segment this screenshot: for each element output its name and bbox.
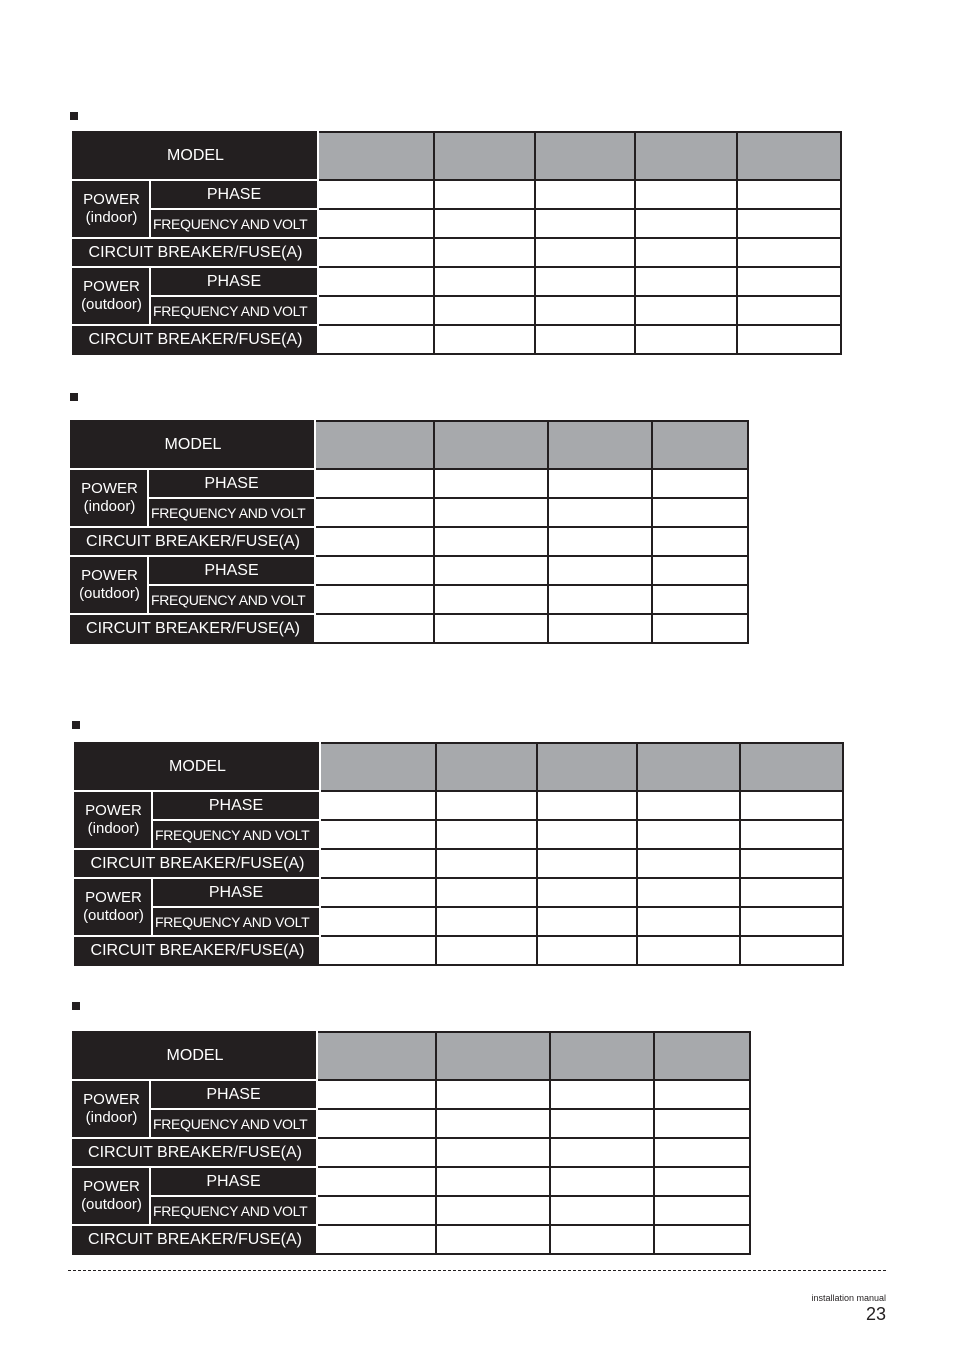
table-cell[interactable] <box>737 267 841 296</box>
table-cell[interactable] <box>434 296 535 325</box>
phase-label: PHASE <box>150 1080 317 1109</box>
table-cell[interactable] <box>317 1167 436 1196</box>
table-cell[interactable] <box>317 1138 436 1167</box>
freq-volt-label: FREQUENCY AND VOLT <box>148 585 315 614</box>
table-cell[interactable] <box>320 907 436 936</box>
table-cell[interactable] <box>637 907 740 936</box>
table-cell[interactable] <box>434 209 535 238</box>
circuit-breaker-label: CIRCUIT BREAKER/FUSE(A) <box>75 936 320 965</box>
table-cell[interactable] <box>320 820 436 849</box>
table-cell[interactable] <box>737 296 841 325</box>
table-cell[interactable] <box>436 1225 550 1254</box>
model-cell[interactable] <box>434 132 535 180</box>
table-cell[interactable] <box>537 791 637 820</box>
table-cell[interactable] <box>537 878 637 907</box>
circuit-breaker-label: CIRCUIT BREAKER/FUSE(A) <box>73 325 318 354</box>
phase-label: PHASE <box>150 267 318 296</box>
model-cell[interactable] <box>537 743 637 791</box>
section-bullet-4 <box>72 1002 80 1010</box>
table-cell[interactable] <box>318 209 434 238</box>
table-cell[interactable] <box>535 267 635 296</box>
table-cell[interactable] <box>436 820 537 849</box>
table-cell[interactable] <box>548 556 652 585</box>
circuit-breaker-label: CIRCUIT BREAKER/FUSE(A) <box>73 238 318 267</box>
table-cell[interactable] <box>737 238 841 267</box>
table-cell[interactable] <box>535 325 635 354</box>
table-cell[interactable] <box>635 267 737 296</box>
table-cell[interactable] <box>740 849 843 878</box>
power-outdoor-label: POWER (outdoor) <box>73 267 150 325</box>
table-cell[interactable] <box>740 936 843 965</box>
circuit-breaker-label: CIRCUIT BREAKER/FUSE(A) <box>73 1138 317 1167</box>
spec-table-3 <box>74 742 844 966</box>
circuit-breaker-label: CIRCUIT BREAKER/FUSE(A) <box>71 527 315 556</box>
freq-volt-label: FREQUENCY AND VOLT <box>152 907 320 936</box>
table-cell[interactable] <box>434 498 548 527</box>
phase-label: PHASE <box>150 180 318 209</box>
table-cell[interactable] <box>652 614 748 643</box>
table-cell[interactable] <box>434 325 535 354</box>
table-cell[interactable] <box>550 1109 654 1138</box>
table-cell[interactable] <box>635 180 737 209</box>
table-cell[interactable] <box>436 936 537 965</box>
table-cell[interactable] <box>654 1138 750 1167</box>
model-cell[interactable] <box>737 132 841 180</box>
table-cell[interactable] <box>315 527 434 556</box>
table-cell[interactable] <box>635 209 737 238</box>
table-cell[interactable] <box>320 791 436 820</box>
table-cell[interactable] <box>436 1196 550 1225</box>
table-cell[interactable] <box>550 1138 654 1167</box>
table-cell[interactable] <box>637 936 740 965</box>
table-cell[interactable] <box>434 614 548 643</box>
phase-label: PHASE <box>148 469 315 498</box>
table-cell[interactable] <box>637 820 740 849</box>
power-indoor-label: POWER (indoor) <box>73 180 150 238</box>
phase-label: PHASE <box>152 791 320 820</box>
phase-label: PHASE <box>148 556 315 585</box>
table-cell[interactable] <box>535 238 635 267</box>
model-cell[interactable] <box>637 743 740 791</box>
table-cell[interactable] <box>434 527 548 556</box>
table-cell[interactable] <box>740 907 843 936</box>
section-bullet-2 <box>70 393 78 401</box>
table-cell[interactable] <box>550 1196 654 1225</box>
table-cell[interactable] <box>436 878 537 907</box>
model-label: MODEL <box>71 421 315 469</box>
table-cell[interactable] <box>315 585 434 614</box>
table-cell[interactable] <box>652 556 748 585</box>
table-cell[interactable] <box>550 1080 654 1109</box>
table-cell[interactable] <box>317 1109 436 1138</box>
table-cell[interactable] <box>434 267 535 296</box>
page-number: 23 <box>865 1304 886 1324</box>
freq-volt-label: FREQUENCY AND VOLT <box>150 209 318 238</box>
table-cell[interactable] <box>654 1167 750 1196</box>
table-cell[interactable] <box>317 1080 436 1109</box>
table-cell[interactable] <box>548 469 652 498</box>
table-cell[interactable] <box>654 1109 750 1138</box>
table-cell[interactable] <box>548 527 652 556</box>
model-cell[interactable] <box>652 421 748 469</box>
phase-label: PHASE <box>152 878 320 907</box>
table-cell[interactable] <box>537 820 637 849</box>
footer-divider <box>68 1270 886 1271</box>
table-cell[interactable] <box>318 238 434 267</box>
table-cell[interactable] <box>317 1196 436 1225</box>
table-cell[interactable] <box>436 907 537 936</box>
spec-table-4 <box>72 1031 751 1255</box>
table-cell[interactable] <box>537 849 637 878</box>
table-cell[interactable] <box>654 1225 750 1254</box>
table-cell[interactable] <box>740 791 843 820</box>
table-cell[interactable] <box>635 238 737 267</box>
table-cell[interactable] <box>550 1167 654 1196</box>
table-cell[interactable] <box>436 1138 550 1167</box>
table-cell[interactable] <box>635 296 737 325</box>
circuit-breaker-label: CIRCUIT BREAKER/FUSE(A) <box>73 1225 317 1254</box>
model-cell[interactable] <box>320 743 436 791</box>
circuit-breaker-label: CIRCUIT BREAKER/FUSE(A) <box>71 614 315 643</box>
phase-label: PHASE <box>150 1167 317 1196</box>
table-cell[interactable] <box>315 498 434 527</box>
table-cell[interactable] <box>737 180 841 209</box>
power-outdoor-label: POWER (outdoor) <box>71 556 148 614</box>
freq-volt-label: FREQUENCY AND VOLT <box>150 296 318 325</box>
table-cell[interactable] <box>652 585 748 614</box>
model-cell[interactable] <box>315 421 434 469</box>
table-cell[interactable] <box>537 936 637 965</box>
table-cell[interactable] <box>548 585 652 614</box>
table-cell[interactable] <box>320 878 436 907</box>
model-cell[interactable] <box>550 1032 654 1080</box>
table-cell[interactable] <box>318 296 434 325</box>
power-outdoor-label: POWER (outdoor) <box>73 1167 150 1225</box>
table-cell[interactable] <box>740 878 843 907</box>
table-cell[interactable] <box>318 325 434 354</box>
model-cell[interactable] <box>635 132 737 180</box>
freq-volt-label: FREQUENCY AND VOLT <box>150 1109 317 1138</box>
freq-volt-label: FREQUENCY AND VOLT <box>150 1196 317 1225</box>
manual-label: installation manual <box>811 1293 886 1303</box>
circuit-breaker-label: CIRCUIT BREAKER/FUSE(A) <box>75 849 320 878</box>
spec-table-2 <box>70 420 749 644</box>
power-indoor-label: POWER (indoor) <box>71 469 148 527</box>
model-cell[interactable] <box>535 132 635 180</box>
table-cell[interactable] <box>654 1196 750 1225</box>
section-bullet-3 <box>72 721 80 729</box>
table-cell[interactable] <box>436 849 537 878</box>
table-cell[interactable] <box>434 585 548 614</box>
spec-table-1 <box>72 131 842 355</box>
power-indoor-label: POWER (indoor) <box>73 1080 150 1138</box>
table-cell[interactable] <box>548 498 652 527</box>
table-cell[interactable] <box>315 614 434 643</box>
table-cell[interactable] <box>434 469 548 498</box>
model-label: MODEL <box>75 743 320 791</box>
table-cell[interactable] <box>535 296 635 325</box>
table-cell[interactable] <box>652 469 748 498</box>
table-cell[interactable] <box>635 325 737 354</box>
model-cell[interactable] <box>318 132 434 180</box>
table-cell[interactable] <box>654 1080 750 1109</box>
table-cell[interactable] <box>436 791 537 820</box>
table-cell[interactable] <box>320 936 436 965</box>
table-cell[interactable] <box>548 614 652 643</box>
model-cell[interactable] <box>548 421 652 469</box>
table-cell[interactable] <box>434 180 535 209</box>
model-label: MODEL <box>73 1032 317 1080</box>
table-cell[interactable] <box>637 849 740 878</box>
section-bullet-1 <box>70 112 78 120</box>
model-cell[interactable] <box>740 743 843 791</box>
model-label: MODEL <box>73 132 318 180</box>
model-cell[interactable] <box>436 1032 550 1080</box>
model-cell[interactable] <box>317 1032 436 1080</box>
power-indoor-label: POWER (indoor) <box>75 791 152 849</box>
table-cell[interactable] <box>535 209 635 238</box>
table-cell[interactable] <box>436 1167 550 1196</box>
table-cell[interactable] <box>652 498 748 527</box>
table-cell[interactable] <box>737 209 841 238</box>
table-cell[interactable] <box>737 325 841 354</box>
table-cell[interactable] <box>436 1109 550 1138</box>
table-cell[interactable] <box>652 527 748 556</box>
table-cell[interactable] <box>317 1225 436 1254</box>
model-cell[interactable] <box>436 743 537 791</box>
table-cell[interactable] <box>740 820 843 849</box>
table-cell[interactable] <box>318 180 434 209</box>
table-cell[interactable] <box>535 180 635 209</box>
table-cell[interactable] <box>320 849 436 878</box>
table-cell[interactable] <box>637 791 740 820</box>
freq-volt-label: FREQUENCY AND VOLT <box>152 820 320 849</box>
table-cell[interactable] <box>537 907 637 936</box>
table-cell[interactable] <box>315 556 434 585</box>
table-cell[interactable] <box>637 878 740 907</box>
table-cell[interactable] <box>318 267 434 296</box>
table-cell[interactable] <box>550 1225 654 1254</box>
model-cell[interactable] <box>654 1032 750 1080</box>
table-cell[interactable] <box>434 556 548 585</box>
table-cell[interactable] <box>434 238 535 267</box>
freq-volt-label: FREQUENCY AND VOLT <box>148 498 315 527</box>
model-cell[interactable] <box>434 421 548 469</box>
table-cell[interactable] <box>436 1080 550 1109</box>
table-cell[interactable] <box>315 469 434 498</box>
power-outdoor-label: POWER (outdoor) <box>75 878 152 936</box>
